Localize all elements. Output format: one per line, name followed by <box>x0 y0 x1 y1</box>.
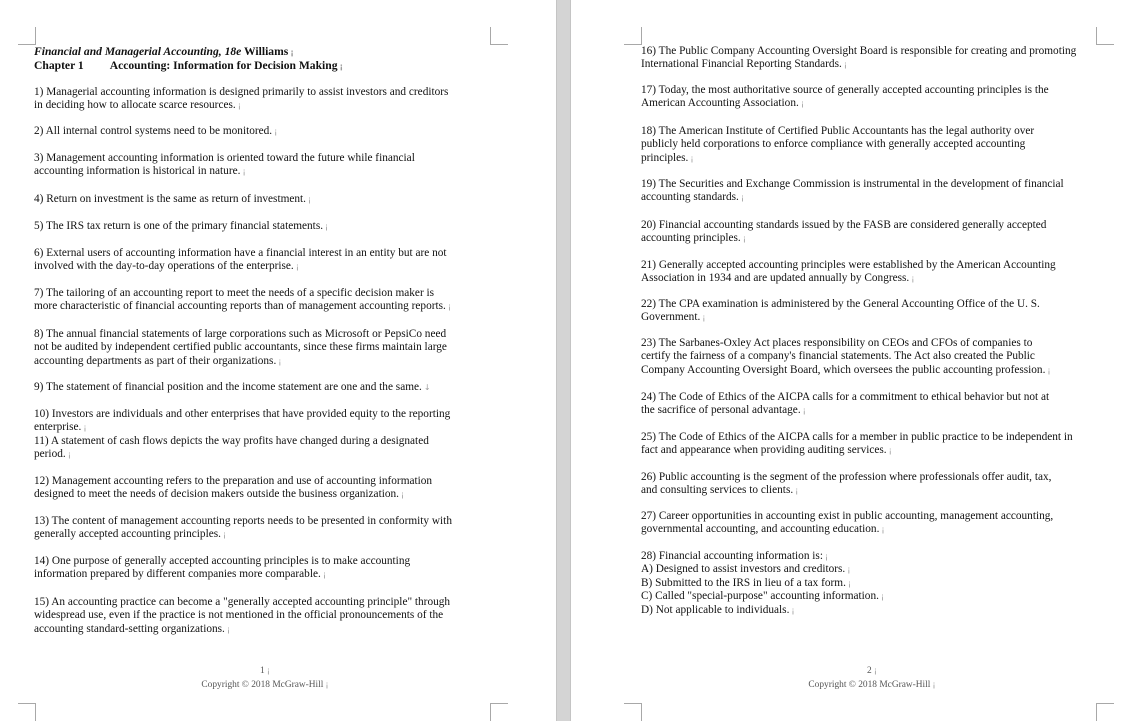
margin-mark <box>624 703 642 721</box>
margin-mark <box>1096 27 1114 45</box>
text-line: accounting departments as part of their organizations. <box>34 354 277 367</box>
text-line: 21) Generally accepted accounting principles were established by the American Accounting <box>641 259 1056 271</box>
margin-mark <box>490 703 508 721</box>
text-line: the sacrifice of personal advantage. <box>641 404 801 417</box>
formatting-mark: ¡ <box>83 423 87 433</box>
margin-mark <box>624 27 642 45</box>
question-10 <box>34 408 450 435</box>
text-line: 7) The tailoring of an accounting report to meet the needs of a specific decision maker is <box>34 287 435 299</box>
formatting-mark: ¡ <box>742 234 746 244</box>
text-line: 25) The Code of Ethics of the AICPA calls for a member in public practice to be independent in <box>641 431 1073 443</box>
formatting-mark: ¡ <box>242 167 246 177</box>
formatting-mark: ¡ <box>295 262 299 272</box>
text-line: 1) Managerial accounting information is designed primarily to assist investors and creditors <box>34 86 449 98</box>
book-author: Williams <box>241 45 289 58</box>
formatting-mark: ¡ <box>847 578 852 588</box>
text-line: widespread use, even if the practice is not mentioned in the official pronouncements of the <box>34 609 444 622</box>
formatting-mark: ¡ <box>290 48 294 57</box>
formatting-mark: ¡ <box>278 356 282 366</box>
formatting-mark: ¡ <box>740 193 745 203</box>
formatting-mark: ¡ <box>791 605 795 615</box>
text-line: 23) The Sarbanes-Oxley Act places responsibility on CEOs and CFOs of companies to <box>641 337 1033 349</box>
text-line: 2) All internal control systems need to be monitored. <box>34 125 273 137</box>
formatting-mark: ¡ <box>847 565 851 575</box>
formatting-mark: ¡ <box>308 195 312 204</box>
formatting-mark: ¡ <box>266 666 270 675</box>
page-gap <box>556 0 571 721</box>
question-11 <box>34 435 429 462</box>
formatting-mark: ¡ <box>802 406 806 416</box>
text-line: 8) The annual financial statements of large corporations such as Microsoft or PepsiCo need <box>34 328 447 340</box>
question-9 <box>34 381 431 394</box>
margin-mark <box>18 703 36 721</box>
text-line: more characteristic of financial accounting reports than of management accounting reports. <box>34 300 446 313</box>
text-line: period. <box>34 448 66 461</box>
chapter-title: Accounting: Information for Decision Making <box>109 59 338 73</box>
text-line: certify the fairness of a company's financial statements. The Act also created the Public <box>641 350 1035 363</box>
question-22 <box>641 298 1040 325</box>
question-23 <box>641 337 1051 377</box>
document-page-1 <box>0 0 556 721</box>
copyright-notice: Copyright © 2018 McGraw-Hill <box>201 680 324 690</box>
formatting-mark: ¡ <box>873 666 877 675</box>
text-line: governmental accounting, and accounting education. <box>641 523 880 536</box>
margin-mark <box>1096 703 1114 721</box>
question-2 <box>34 125 277 138</box>
text-line: accounting standard-setting organizations. <box>34 622 225 635</box>
text-line: involved with the day-to-day operations of the enterprise. <box>34 260 294 273</box>
text-line: principles. <box>641 151 689 164</box>
text-line: 22) The CPA examination is administered by the General Accounting Office of the U. S. <box>641 298 1040 310</box>
formatting-mark: ¡ <box>795 486 799 496</box>
text-line: 19) The Securities and Exchange Commission is instrumental in the development of financial <box>641 178 1064 190</box>
formatting-mark: ¡ <box>800 99 805 109</box>
question-6 <box>34 247 447 274</box>
question-17 <box>641 84 1049 111</box>
text-line: 10) Investors are individuals and other enterprises that have provided equity to the reporting <box>34 408 451 420</box>
text-line: 14) One purpose of generally accepted accounting principles is to make accounting <box>34 555 411 567</box>
question-21 <box>641 259 1056 286</box>
question-24 <box>641 391 1049 418</box>
text-line: Government. <box>641 311 701 324</box>
formatting-mark: ¡ <box>447 302 452 312</box>
question-15 <box>34 596 450 636</box>
text-line: 26) Public accounting is the segment of the profession where professionals offer audit, tax, <box>641 471 1052 483</box>
text-line: 5) The IRS tax return is one of the primary financial statements. <box>34 220 324 232</box>
formatting-mark: ¡ <box>226 624 231 634</box>
text-line: 17) Today, the most authoritative source of generally accepted accounting principles is the <box>641 84 1049 96</box>
text-line: Company Accounting Oversight Board, which oversees the public accounting profession. <box>641 363 1046 376</box>
text-line: American Accounting Association. <box>641 97 799 110</box>
text-line: accounting principles. <box>641 232 741 245</box>
question-3 <box>34 152 415 179</box>
question-5 <box>34 220 328 233</box>
text-line: not be audited by independent certified public accountants, since these firms maintain large <box>34 341 447 354</box>
text-line: 12) Management accounting refers to the preparation and use of accounting information <box>34 475 433 487</box>
text-line: 24) The Code of Ethics of the AICPA calls for a commitment to ethical behavior but not at <box>641 391 1050 403</box>
text-line: International Financial Reporting Standards. <box>641 58 842 71</box>
margin-mark <box>18 27 36 45</box>
formatting-mark: ¡ <box>325 680 329 689</box>
page-footer <box>150 664 380 692</box>
question-25 <box>641 431 1073 458</box>
question-20 <box>641 219 1046 246</box>
question-14 <box>34 555 410 582</box>
question-4 <box>34 193 311 206</box>
text-line: accounting standards. <box>641 191 739 204</box>
formatting-mark: ¡ <box>911 274 915 284</box>
formatting-mark: ¡ <box>824 552 829 561</box>
page-number: 1 <box>260 666 265 676</box>
question-16 <box>641 45 1076 72</box>
formatting-mark: ¡ <box>881 525 885 535</box>
text-line: 3) Management accounting information is oriented toward the future while financial <box>34 152 415 164</box>
formatting-mark: ¡ <box>322 570 327 580</box>
page-footer <box>757 664 987 692</box>
formatting-mark: ¡ <box>690 153 694 163</box>
margin-mark <box>490 27 508 45</box>
formatting-mark: ¡ <box>237 101 241 111</box>
question-13 <box>34 515 452 542</box>
document-page-2 <box>571 0 1121 721</box>
question-26 <box>641 471 1051 498</box>
question-stem: 28) Financial accounting information is: <box>641 550 823 562</box>
formatting-mark: ↓ <box>423 383 431 392</box>
text-line: accounting information is historical in nature. <box>34 165 241 178</box>
text-line: 18) The American Institute of Certified Public Accountants has the legal authority over <box>641 125 1035 137</box>
question-18 <box>641 125 1034 165</box>
formatting-mark: ¡ <box>880 592 885 602</box>
formatting-mark: ¡ <box>222 530 227 540</box>
text-line: 4) Return on investment is the same as return of investment. <box>34 193 307 205</box>
formatting-mark: ¡ <box>274 127 278 136</box>
formatting-mark: ¡ <box>400 490 405 500</box>
text-line: 20) Financial accounting standards issued by the FASB are considered generally accepted <box>641 219 1047 231</box>
text-line: in deciding how to allocate scarce resources. <box>34 99 236 112</box>
formatting-mark: ¡ <box>325 222 329 231</box>
text-line: designed to meet the needs of decision makers outside the business organization. <box>34 488 399 501</box>
text-line: information prepared by different companies more comparable. <box>34 568 321 581</box>
answer-option-d: D) Not applicable to individuals. <box>641 603 790 616</box>
formatting-mark: ¡ <box>932 680 936 689</box>
formatting-mark: ¡ <box>888 446 892 456</box>
page-number: 2 <box>867 666 872 676</box>
document-header <box>34 45 343 74</box>
text-line: publicly held corporations to enforce compliance with generally accepted accounting <box>641 138 1026 151</box>
chapter-label: Chapter 1 <box>34 59 84 73</box>
text-line: 11) A statement of cash flows depicts the way profits have changed during a designated <box>34 435 429 447</box>
answer-option-b: B) Submitted to the IRS in lieu of a tax form. <box>641 576 846 589</box>
text-line: 9) The statement of financial position and the income statement are one and the same. <box>34 381 422 393</box>
text-line: 27) Career opportunities in accounting exist in public accounting, management accounting, <box>641 510 1054 522</box>
question-8 <box>34 328 447 368</box>
text-line: 13) The content of management accounting reports needs to be presented in conformity with <box>34 515 452 527</box>
question-12 <box>34 475 432 502</box>
formatting-mark: ¡ <box>843 60 848 70</box>
text-line: generally accepted accounting principles. <box>34 528 221 541</box>
text-line: 15) An accounting practice can become a "generally accepted accounting principle" through <box>34 596 451 608</box>
question-28 <box>641 550 884 617</box>
answer-option-a: A) Designed to assist investors and creditors. <box>641 563 846 576</box>
question-1 <box>34 86 448 113</box>
text-line: fact and appearance when providing auditing services. <box>641 444 887 457</box>
text-line: 6) External users of accounting information have a financial interest in an entity but are not <box>34 247 447 259</box>
answer-option-c: C) Called "special-purpose" accounting information. <box>641 590 879 603</box>
formatting-mark: ¡ <box>702 313 706 323</box>
question-19 <box>641 178 1064 205</box>
formatting-mark: ¡ <box>1047 365 1051 375</box>
copyright-notice: Copyright © 2018 McGraw-Hill <box>808 680 931 690</box>
question-27 <box>641 510 1053 537</box>
formatting-mark: ¡ <box>339 62 344 72</box>
text-line: 16) The Public Company Accounting Oversight Board is responsible for creating and promoting <box>641 45 1077 57</box>
text-line: Association in 1934 and are updated annually by Congress. <box>641 272 910 285</box>
text-line: and consulting services to clients. <box>641 484 794 497</box>
text-line: enterprise. <box>34 421 82 434</box>
book-title: Financial and Managerial Accounting, 18e <box>34 45 242 58</box>
formatting-mark: ¡ <box>67 450 71 460</box>
question-7 <box>34 287 451 314</box>
